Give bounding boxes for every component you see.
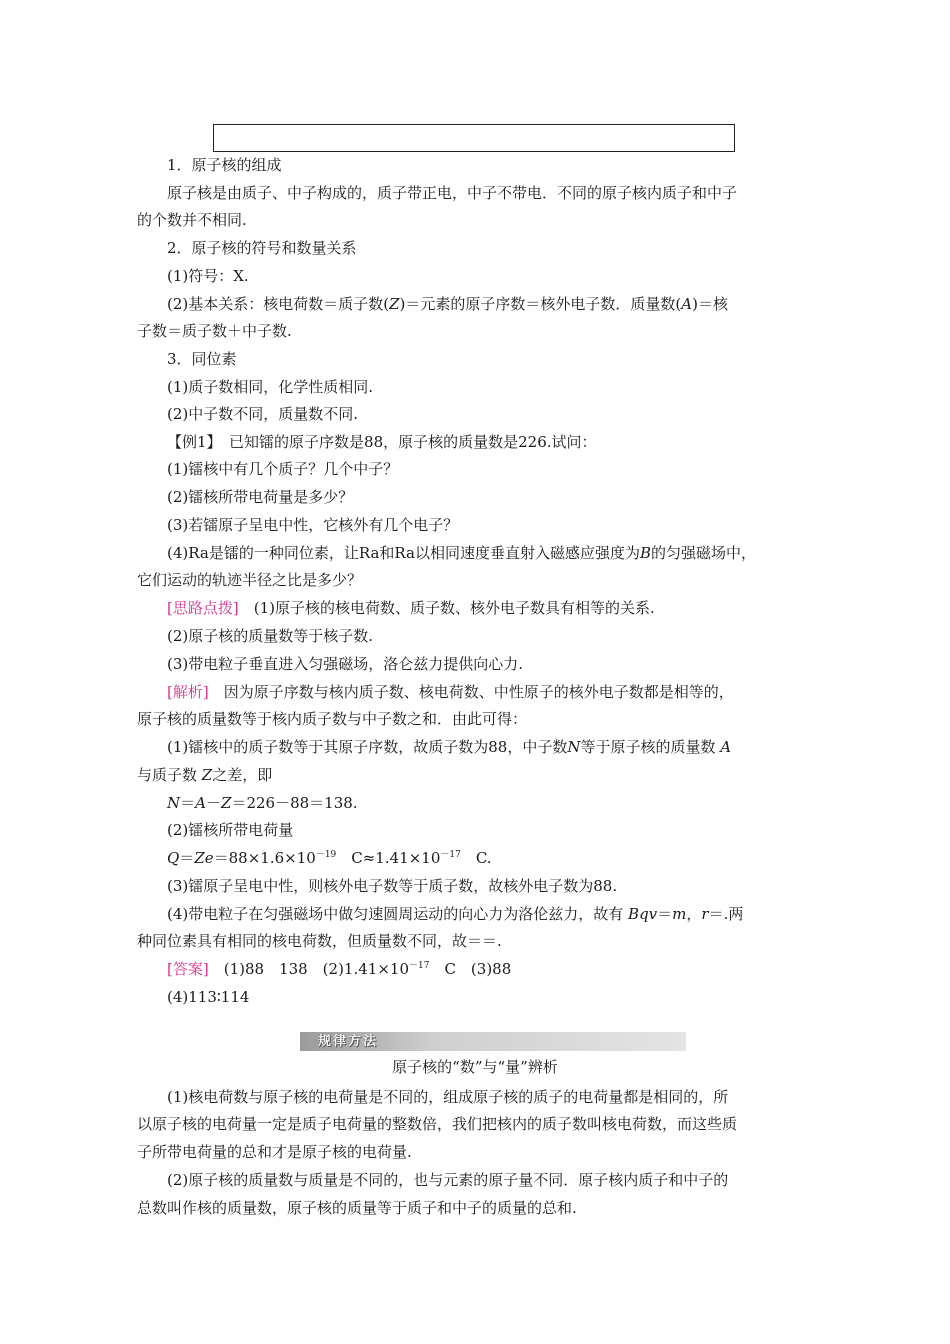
charge-equation: $Q=Ze=88\times 1.6\times 10^{-19}$ $C\approx 1.41\times 10^{-17}$ C. — [167, 849, 492, 867]
hint-line-3: (3)带电粒子垂直进入匀强磁场，洛仑兹力提供向心力. — [167, 655, 524, 673]
isotope-item-1: (1)质子数相同，化学性质相同. — [167, 378, 374, 396]
analysis-electron-count: (3)镭原子呈电中性，则核外电子数等于质子数，故核外电子数为88. — [167, 877, 618, 895]
method-banner-label: 规律方法 — [318, 1034, 379, 1049]
question-4-line-2: 它们运动的轨迹半径之比是多少？ — [137, 571, 363, 589]
answer-line-1: [答案] (1)88 138 $(2)1.41\times 10^{-17}$ C (3)88 — [167, 960, 512, 978]
method-paragraph-1-line-3: 子所带电荷量的总和才是原子核的电荷量. — [137, 1143, 412, 1161]
section-1-paragraph-line-1: 原子核是由质子、中子构成的，质子带正电，中子不带电．不同的原子核内质子和中子 — [167, 184, 738, 202]
question-3: (3)若镭原子呈电中性，它核外有几个电子？ — [167, 516, 459, 534]
example-label: 【例1】 — [167, 433, 215, 451]
hint-label: [思路点拨] — [167, 599, 239, 617]
basic-relation-line-1: (2)基本关系：核电荷数＝质子数(Z)＝元素的原子序数＝核外电子数．质量数(A)＝核 — [167, 295, 728, 313]
question-1: (1)镭核中有几个质子？几个中子？ — [167, 460, 399, 478]
example-stem: 【例1】 已知镭的原子序数是88，原子核的质量数是226.试问： — [167, 433, 597, 451]
method-paragraph-1-line-2: 以原子核的电荷量一定是质子电荷量的整数倍，我们把核内的质子数叫核电荷数，而这些质 — [137, 1115, 738, 1133]
analysis-line-10: 种同位素具有相同的核电荷数，但质量数不同，故＝＝. — [137, 932, 502, 950]
method-paragraph-2-line-2: 总数叫作核的质量数，原子核的质量等于质子和中子的质量的总和. — [137, 1199, 577, 1217]
analysis-line-2: 原子核的质量数等于核内质子数与中子数之和．由此可得： — [137, 710, 528, 728]
hint-line-2: (2)原子核的质量数等于核子数. — [167, 627, 374, 645]
symbol-item: (1)符号：X. — [167, 267, 249, 285]
neutron-equation: N＝A－Z＝226－88＝138. — [167, 794, 358, 812]
analysis-charge-heading: (2)镭核所带电荷量 — [167, 821, 294, 839]
section-3-heading: 3．同位素 — [167, 350, 237, 368]
blank-header-box — [213, 124, 735, 152]
method-paragraph-2-line-1: (2)原子核的质量数与质量是不同的，也与元素的原子量不同．原子核内质子和中子的 — [167, 1171, 729, 1189]
section-1-heading: 1．原子核的组成 — [167, 156, 282, 174]
method-title: 原子核的“数”与“量”辨析 — [392, 1058, 558, 1076]
analysis-line-4: 与质子数 Z之差，即 — [137, 766, 273, 784]
analysis-line-1: [解析] 因为原子序数与核内质子数、核电荷数、中性原子的核外电子数都是相等的， — [167, 683, 734, 701]
basic-relation-line-2: 子数＝质子数＋中子数. — [137, 322, 292, 340]
isotope-item-2: (2)中子数不同，质量数不同. — [167, 405, 359, 423]
answer-label: [答案] — [167, 960, 209, 978]
analysis-line-9: (4)带电粒子在匀强磁场中做匀速圆周运动的向心力为洛伦兹力，故有 Bqv＝m，r＝.两 — [167, 905, 744, 923]
section-1-paragraph-line-2: 的个数并不相同. — [137, 211, 247, 229]
analysis-line-3: (1)镭核中的质子数等于其原子序数，故质子数为88，中子数N等于原子核的质量数 A — [167, 738, 732, 756]
method-banner — [300, 1032, 686, 1051]
method-paragraph-1-line-1: (1)核电荷数与原子核的电荷量是不同的，组成原子核的质子的电荷量都是相同的，所 — [167, 1088, 729, 1106]
analysis-label: [解析] — [167, 683, 209, 701]
question-4-line-1: (4)Ra是镭的一种同位素，让Ra和Ra以相同速度垂直射入磁感应强度为B的匀强磁场中， — [167, 544, 757, 562]
hint-line-1: [思路点拨] (1)原子核的核电荷数、质子数、核外电子数具有相等的关系. — [167, 599, 655, 617]
section-2-heading: 2．原子核的符号和数量关系 — [167, 239, 357, 257]
answer-line-2: (4)113∶114 — [167, 988, 250, 1006]
question-2: (2)镭核所带电荷量是多少？ — [167, 488, 354, 506]
